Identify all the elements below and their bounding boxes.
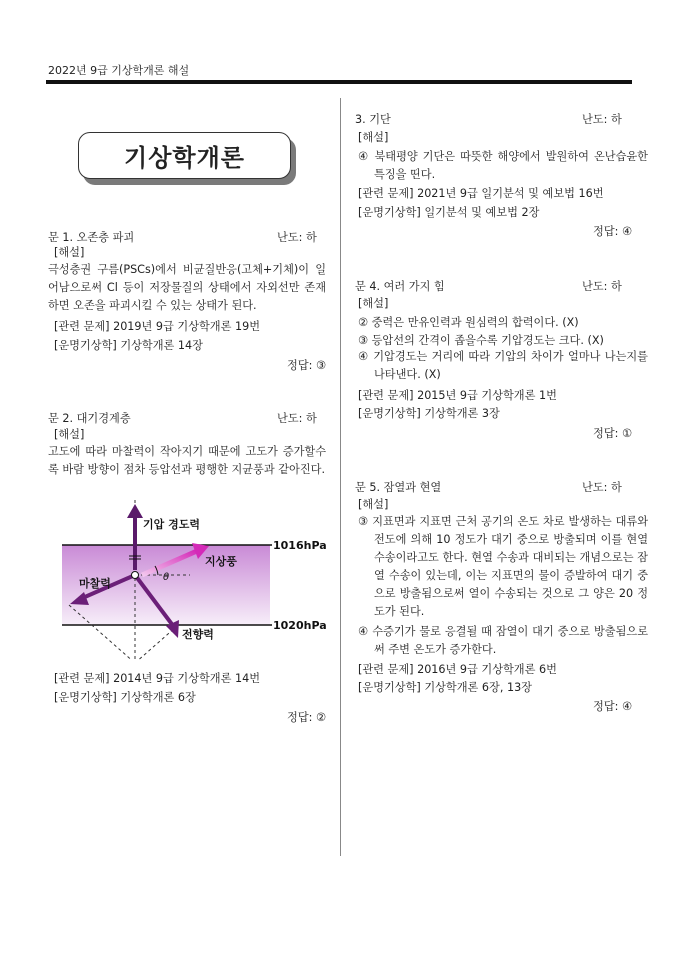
q4-difficulty: 난도: 하 [582, 280, 622, 293]
label-coriolis: 전향력 [182, 628, 214, 641]
q4-item-4: ④ 기압경도는 거리에 따라 기압의 차이가 얼마나 나는지를 나타낸다. (X) [358, 350, 648, 381]
q1-body: 극성층권 구름(PSCs)에서 비균질반응(고체+기체)이 일어남으로써 Cl 등이 저장물질의 상태에서 자외선만 존재하면 오존을 파괴시킬 수 있는 상태가 된다. [48, 263, 326, 312]
q1-label: [해설] [54, 246, 85, 259]
q5-related: [관련 문제] 2016년 9급 기상학개론 6번 [358, 663, 557, 676]
label-isobar-1016: 1016hPa [273, 539, 327, 552]
air-parcel [132, 572, 139, 579]
q3-heading: 3. 기단 [355, 113, 391, 126]
q4-related: [관련 문제] 2015년 9급 기상학개론 1번 [358, 389, 557, 402]
q2-related: [관련 문제] 2014년 9급 기상학개론 14번 [54, 672, 261, 685]
q1-book: [운명기상학] 기상학개론 14장 [54, 339, 203, 352]
q5-difficulty: 난도: 하 [582, 481, 622, 494]
q4-label: [해설] [358, 297, 389, 310]
label-pressure-gradient: 기압 경도력 [143, 518, 200, 531]
q1-answer: 정답: ③ [287, 359, 326, 372]
q1-heading: 문 1. 오존층 파괴 [48, 231, 135, 244]
q5-item-4: ④ 수증기가 물로 응결될 때 잠열이 대기 중으로 방출됨으로써 주변 온도가 증가한다. [358, 625, 648, 656]
q5-item-3: ③ 지표면과 지표면 근처 공기의 온도 차로 발생하는 대류와 전도에 의해 10 정도가 대기 중으로 방출되며 이를 현열 수송이라고도 한다. 현열 수송과 대비되는 개념으로는 잠열 수송이 있는데, 이는 지표면의 물이 증발하여 대기 중으로 방출됨으로써 열이 수송되는 것으로 그 양은 20 정도가 된다. [358, 515, 648, 618]
q4-item-3: ③ 등압선의 간격이 좁을수록 기압경도는 크다. (X) [358, 334, 604, 347]
boundary-layer-diagram [50, 500, 340, 660]
page-header: 2022년 9급 기상학개론 해설 [48, 64, 190, 77]
header-rule [46, 80, 632, 84]
column-divider [340, 98, 341, 856]
pressure-gradient-arrowhead [127, 504, 143, 518]
q5-label: [해설] [358, 498, 389, 511]
q4-heading: 문 4. 여러 가지 힘 [355, 280, 445, 293]
q4-book: [운명기상학] 기상학개론 3장 [358, 407, 500, 420]
q3-answer: 정답: ④ [593, 225, 632, 238]
q5-heading: 문 5. 잠열과 현열 [355, 481, 442, 494]
label-isobar-1020: 1020hPa [273, 619, 327, 632]
q2-difficulty: 난도: 하 [277, 412, 317, 425]
q2-answer: 정답: ② [287, 711, 326, 724]
label-surface-wind: 지상풍 [205, 555, 237, 568]
q5-book: [운명기상학] 기상학개론 6장, 13장 [358, 681, 532, 694]
q1-difficulty: 난도: 하 [277, 231, 317, 244]
q2-body: 고도에 따라 마찰력이 작아지기 때문에 고도가 증가할수록 바람 방향이 점차 등압선과 평행한 지균풍과 같아진다. [48, 445, 326, 476]
label-theta: θ [163, 572, 170, 583]
q3-label: [해설] [358, 131, 389, 144]
q3-item-4: ④ 북태평양 기단은 따뜻한 해양에서 발원하여 온난습윤한 특징을 띤다. [358, 150, 648, 181]
subject-title: 기상학개론 [78, 132, 291, 179]
q3-difficulty: 난도: 하 [582, 113, 622, 126]
q3-book: [운명기상학] 일기분석 및 예보법 2장 [358, 206, 540, 219]
q4-item-2: ② 중력은 만유인력과 원심력의 합력이다. (X) [358, 316, 579, 329]
q1-related: [관련 문제] 2019년 9급 기상학개론 19번 [54, 320, 261, 333]
q2-heading: 문 2. 대기경계층 [48, 412, 131, 425]
q2-label: [해설] [54, 428, 85, 441]
q5-answer: 정답: ④ [593, 700, 632, 713]
q3-related: [관련 문제] 2021년 9급 일기분석 및 예보법 16번 [358, 187, 604, 200]
q2-book: [운명기상학] 기상학개론 6장 [54, 691, 196, 704]
label-friction: 마찰력 [79, 577, 111, 590]
q4-answer: 정답: ① [593, 427, 632, 440]
